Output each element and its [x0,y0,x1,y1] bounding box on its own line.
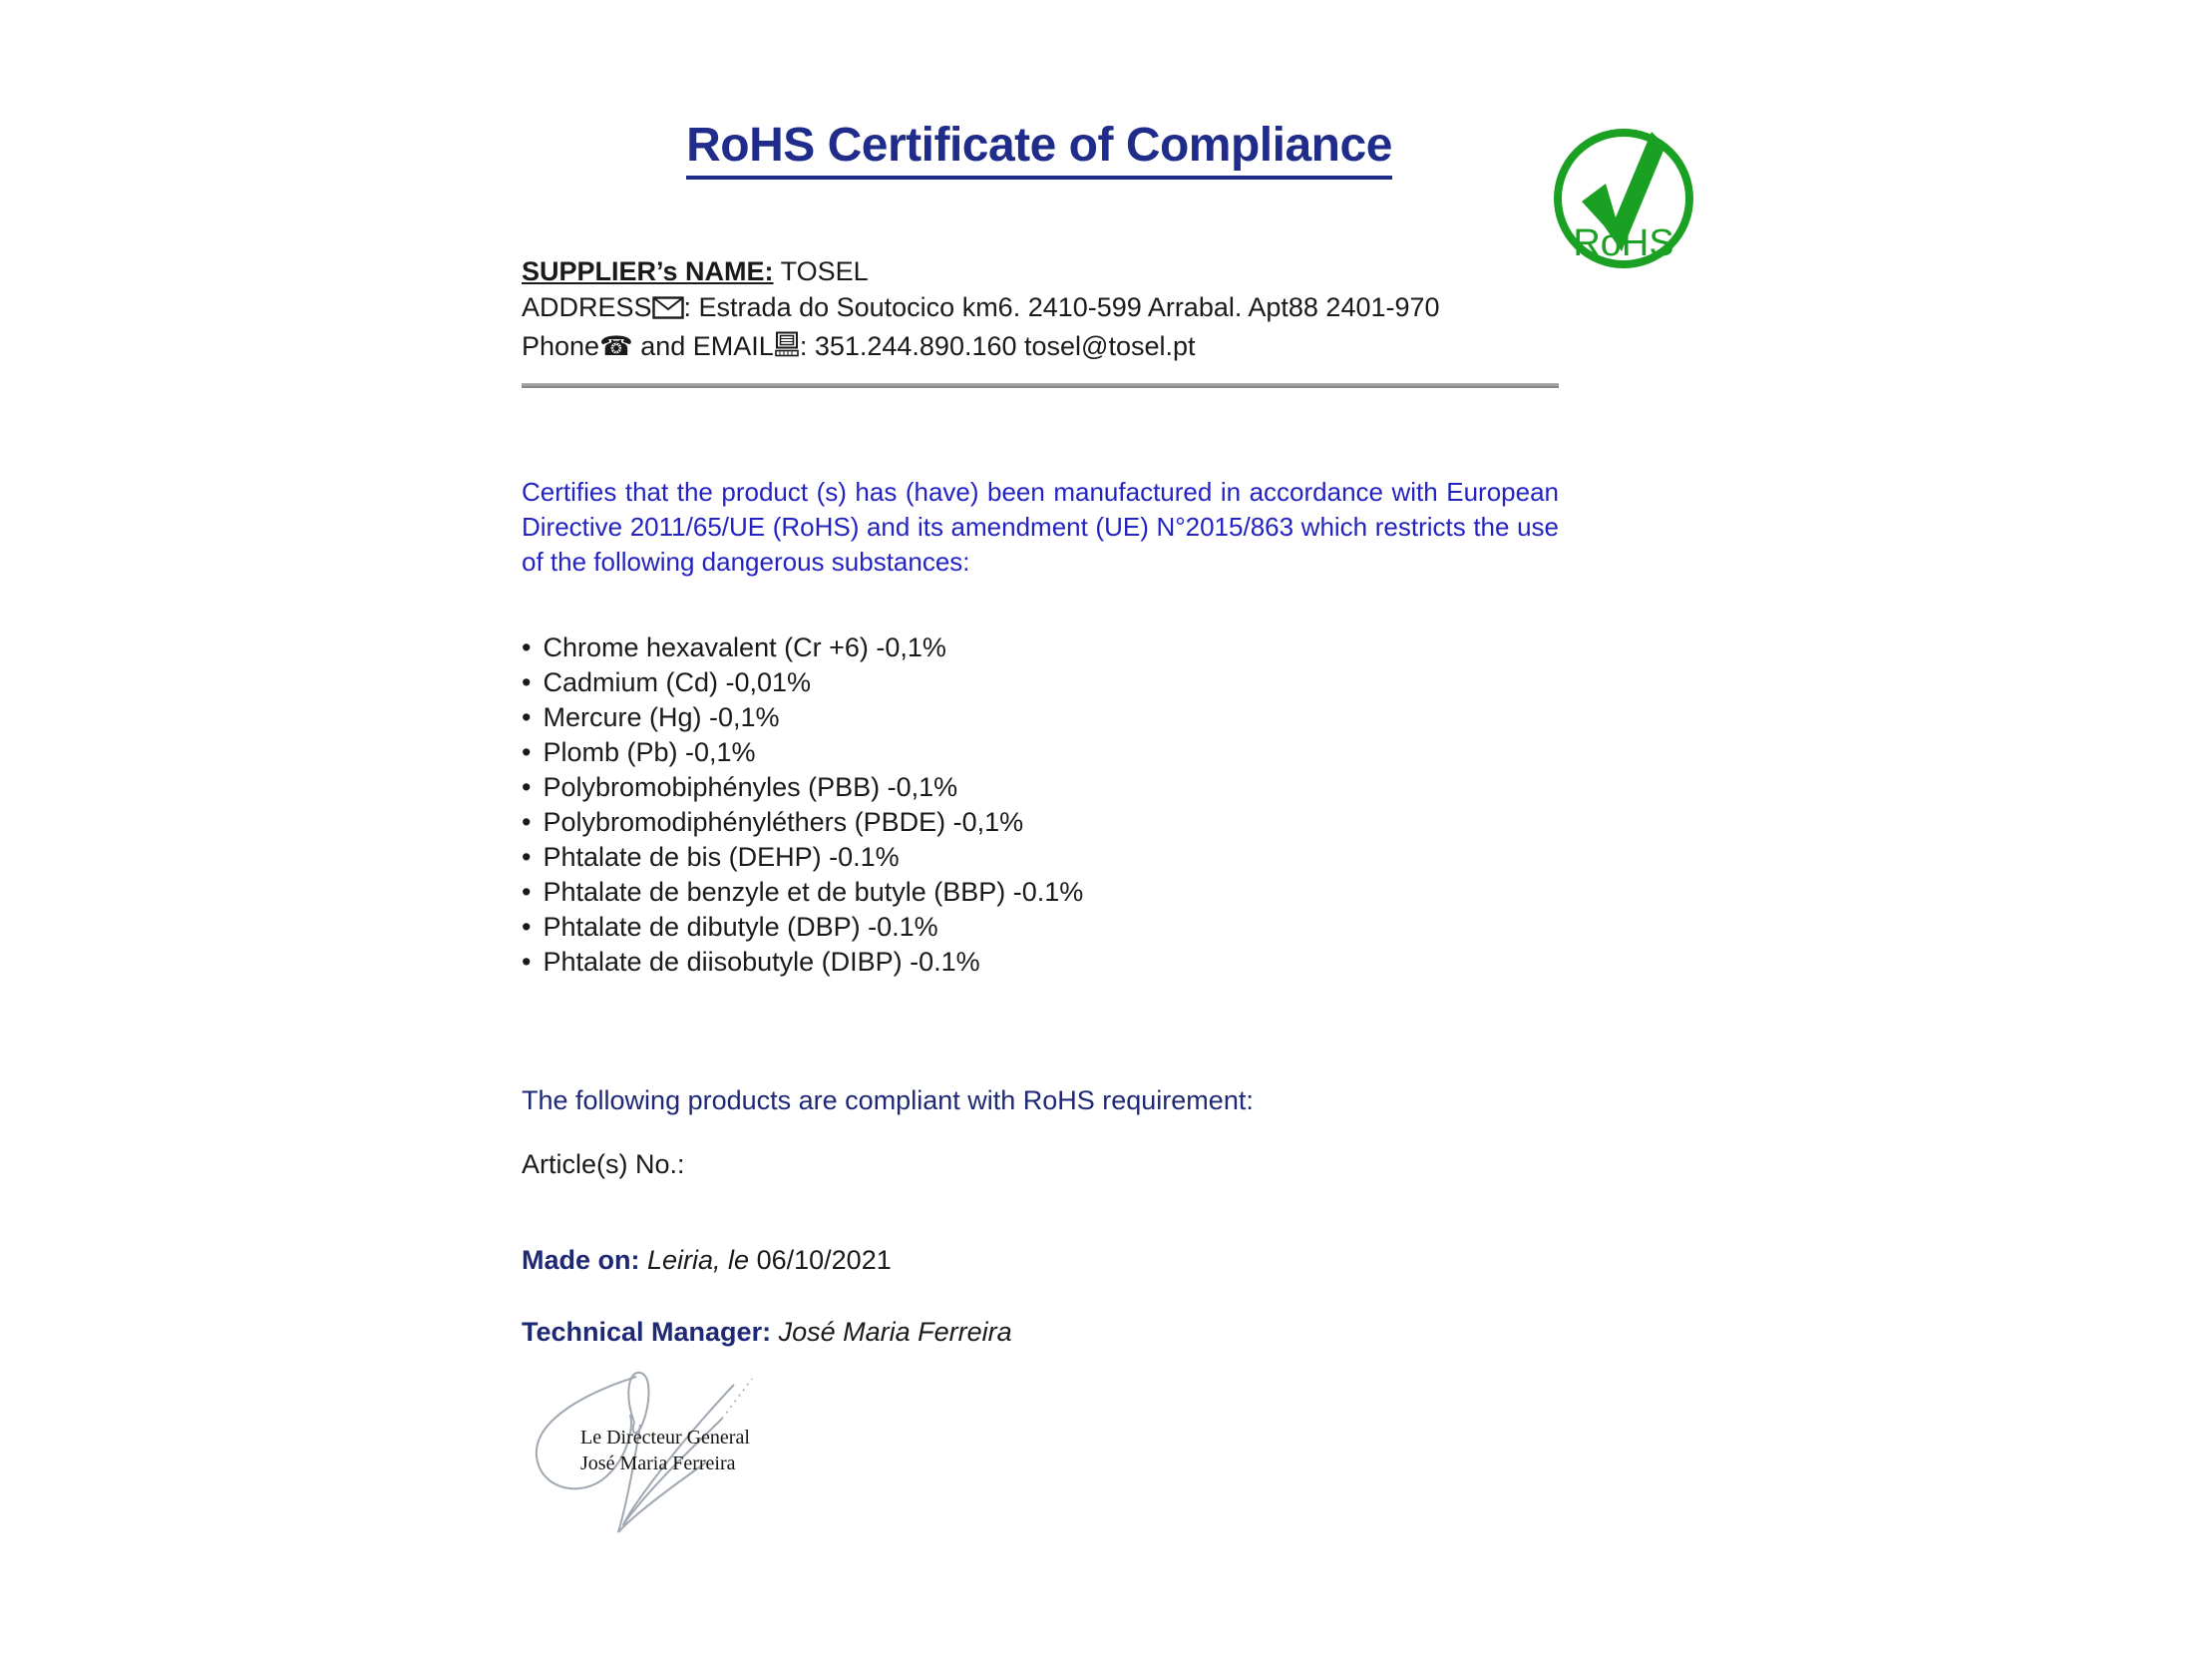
technical-manager-label: Technical Manager: [522,1317,772,1347]
made-on-line [522,1245,1557,1276]
signature-title-line: Le Directeur General [580,1427,750,1449]
certification-paragraph: Certifies that the product (s) has (have) been manufactured in accordance with European Directive 2011/65/UE (RoHS) and its amendment (UE) N°2015/863 which restricts the use of the following dangerous substances: [522,477,1559,577]
substance-item: • Plomb (Pb) -0,1% [522,735,1083,770]
signature-block [519,1369,763,1573]
contact-value: : 351.244.890.160 tosel@tosel.pt [799,331,1196,361]
signature-name-line: José Maria Ferreira [580,1452,736,1474]
made-on-label: Made on: [522,1245,640,1275]
address-label: ADDRESS [522,292,652,322]
substance-item: • Phtalate de diisobutyle (DIBP) -0.1% [522,945,1083,980]
substance-item: • Chrome hexavalent (Cr +6) -0,1% [522,630,1083,665]
compliance-statement: The following products are compliant with RoHS requirement: [522,1085,1254,1115]
supplier-block [522,253,1557,367]
envelope-icon [652,292,684,328]
signature-text [580,1425,750,1476]
computer-icon [774,331,800,367]
document-title: RoHS Certificate of Compliance [686,118,1392,180]
logo-label: RoHS [1573,222,1674,264]
rohs-logo-graphic [1548,106,1699,271]
supplier-name-label: SUPPLIER’s NAME: [522,256,774,286]
substances-list [522,630,1083,980]
supplier-address-line [522,289,1557,328]
horizontal-divider [522,383,1559,388]
made-on-place: Leiria, le [647,1245,750,1275]
substance-item: • Phtalate de bis (DEHP) -0.1% [522,840,1083,875]
substance-item: • Polybromobiphényles (PBB) -0,1% [522,770,1083,805]
made-on-date: 06/10/2021 [756,1245,892,1275]
supplier-name-line [522,253,1557,289]
address-value: : Estrada do Soutocico km6. 2410-599 Arrabal. Apt88 2401-970 [683,292,1440,322]
phone-label: Phone [522,331,600,361]
phone-icon: ☎ [599,331,633,362]
substance-item: • Polybromodiphényléthers (PBDE) -0,1% [522,805,1083,840]
technical-manager-name: José Maria Ferreira [778,1317,1012,1347]
substance-item: • Cadmium (Cd) -0,01% [522,665,1083,700]
supplier-name-value: TOSEL [780,256,869,286]
rohs-logo [1548,106,1699,271]
substance-item: • Mercure (Hg) -0,1% [522,700,1083,735]
substance-item: • Phtalate de benzyle et de butyle (BBP) -0.1% [522,875,1083,910]
title-wrap [522,118,1557,180]
supplier-contact-line [522,328,1557,367]
articles-label: Article(s) No.: [522,1149,685,1179]
and-email-label: and EMAIL [640,331,774,361]
technical-manager-line [522,1317,1557,1348]
substance-item: • Phtalate de dibutyle (DBP) -0.1% [522,910,1083,945]
